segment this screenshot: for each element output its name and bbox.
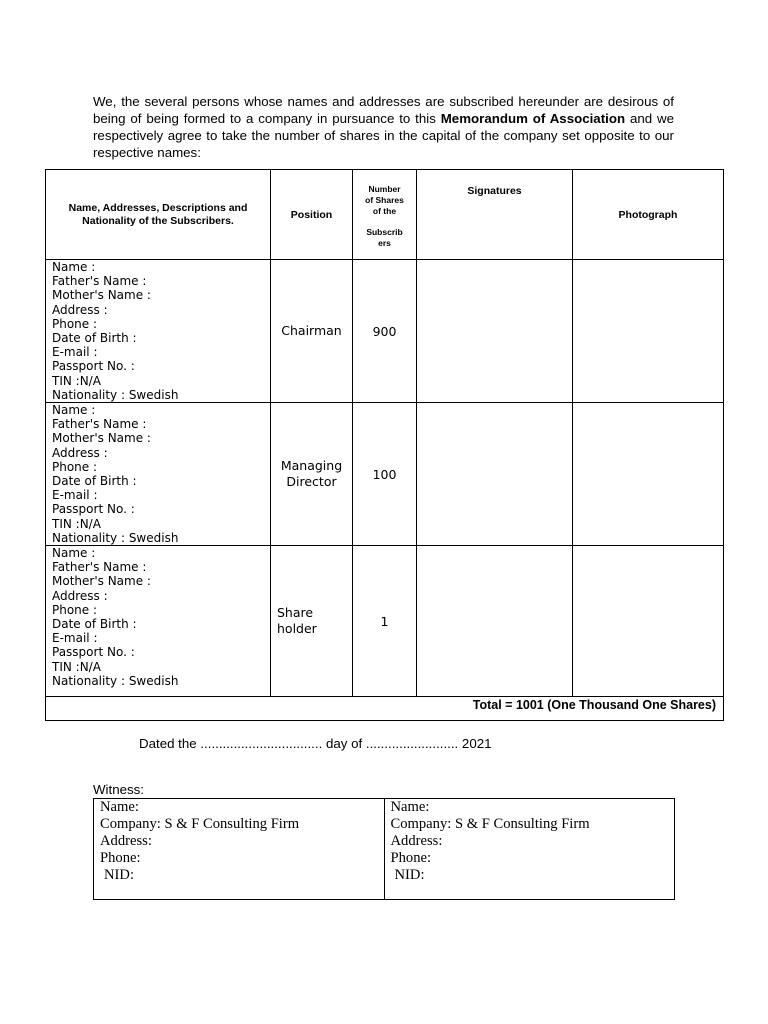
intro-text-end: and we respectively agree to take the number of shares in the capital of the company set opposite to our respective names: bbox=[93, 111, 674, 160]
position-text: Chairman bbox=[281, 323, 342, 339]
position-cell bbox=[271, 403, 353, 546]
photograph-cell bbox=[573, 403, 724, 546]
detail-field: Passport No. : bbox=[52, 645, 135, 660]
subscribers-table bbox=[45, 169, 724, 721]
witness-nid: NID: bbox=[394, 867, 425, 883]
photograph-cell bbox=[573, 260, 724, 403]
detail-field: Date of Birth : bbox=[52, 331, 137, 346]
witness-nid: NID: bbox=[104, 867, 134, 883]
position-cell bbox=[271, 260, 353, 403]
detail-field: Address : bbox=[52, 445, 108, 460]
detail-field: Name : bbox=[52, 260, 96, 274]
witness-address: Address: bbox=[390, 833, 443, 849]
position-text: holder bbox=[277, 621, 317, 637]
detail-field: Nationality : Swedish bbox=[52, 530, 179, 545]
witness-block bbox=[94, 799, 385, 900]
header-number-line: of the bbox=[372, 206, 397, 216]
detail-field: Phone : bbox=[52, 316, 98, 331]
detail-field: Nationality : Swedish bbox=[52, 673, 179, 688]
position-text: Director bbox=[286, 474, 337, 490]
witness-label: Witness: bbox=[93, 782, 144, 797]
subscriber-details bbox=[46, 403, 271, 546]
signature-cell bbox=[417, 403, 573, 546]
table-row bbox=[46, 260, 724, 403]
witness-address: Address: bbox=[100, 833, 152, 849]
total-row bbox=[46, 697, 724, 721]
witness-company: Company: S & F Consulting Firm bbox=[100, 816, 300, 832]
table-header-row bbox=[46, 170, 724, 260]
detail-field: Date of Birth : bbox=[52, 617, 137, 632]
detail-field: Father's Name : bbox=[52, 560, 147, 575]
detail-field: Father's Name : bbox=[52, 417, 147, 432]
memorandum-title: Memorandum of Association bbox=[440, 111, 626, 126]
detail-field: Passport No. : bbox=[52, 359, 135, 374]
header-number-line: ers bbox=[378, 238, 391, 248]
detail-field: Nationality : Swedish bbox=[52, 387, 179, 402]
witness-name: Name: bbox=[390, 799, 430, 815]
signature-cell bbox=[417, 546, 573, 697]
detail-field: Phone : bbox=[52, 459, 98, 474]
detail-field: TIN :N/A bbox=[52, 373, 101, 388]
header-name: Name, Addresses, Descriptions and Nationality of the Subscribers. bbox=[46, 170, 271, 260]
detail-field: Address : bbox=[52, 588, 108, 603]
detail-field: TIN :N/A bbox=[52, 516, 101, 531]
detail-field: Date of Birth : bbox=[52, 474, 137, 489]
photograph-cell bbox=[573, 546, 724, 697]
detail-field: Phone : bbox=[52, 602, 98, 617]
detail-field: E-mail : bbox=[52, 631, 98, 646]
position-text: Managing bbox=[280, 458, 343, 474]
detail-field: Address : bbox=[52, 302, 108, 317]
header-number-line: of Shares bbox=[365, 195, 404, 205]
witness-block bbox=[384, 799, 675, 900]
shares-cell: 900 bbox=[353, 260, 417, 403]
detail-field: Name : bbox=[52, 403, 96, 418]
shares-cell: 1 bbox=[353, 546, 417, 697]
witness-phone: Phone: bbox=[100, 850, 141, 866]
detail-field: Name : bbox=[52, 546, 96, 561]
detail-field: Father's Name : bbox=[52, 274, 147, 289]
header-photograph: Photograph bbox=[573, 170, 724, 260]
intro-text-start: We, the several persons whose names and addresses are subscribed hereunder are desirous of being of being formed to a company in pursuance to this bbox=[93, 94, 674, 126]
detail-field: Mother's Name : bbox=[52, 431, 151, 446]
table-row bbox=[46, 546, 724, 697]
header-position: Position bbox=[271, 170, 353, 260]
header-number-line: Subscrib bbox=[366, 227, 403, 237]
header-signatures: Signatures bbox=[417, 170, 573, 260]
position-text: Share bbox=[277, 605, 314, 621]
witness-name: Name: bbox=[100, 799, 139, 815]
total-shares: Total = 1001 (One Thousand One Shares) bbox=[46, 697, 724, 721]
dated-line: Dated the ................................. day of ......................... 2021 bbox=[139, 736, 492, 751]
detail-field: Mother's Name : bbox=[52, 574, 151, 589]
header-number-of-shares bbox=[353, 170, 417, 260]
witness-company: Company: S & F Consulting Firm bbox=[390, 816, 590, 832]
witness-table bbox=[93, 798, 675, 900]
detail-field: Mother's Name : bbox=[52, 288, 151, 303]
header-number-line: Number bbox=[368, 184, 401, 194]
shares-cell: 100 bbox=[353, 403, 417, 546]
subscriber-details bbox=[46, 546, 271, 697]
intro-paragraph bbox=[93, 93, 674, 161]
detail-field: E-mail : bbox=[52, 488, 98, 503]
table-row bbox=[46, 403, 724, 546]
signature-cell bbox=[417, 260, 573, 403]
detail-field: E-mail : bbox=[52, 345, 98, 360]
detail-field: TIN :N/A bbox=[52, 659, 101, 674]
witness-phone: Phone: bbox=[390, 850, 432, 866]
detail-field: Passport No. : bbox=[52, 502, 135, 517]
subscriber-details bbox=[46, 260, 271, 403]
position-cell bbox=[271, 546, 353, 697]
